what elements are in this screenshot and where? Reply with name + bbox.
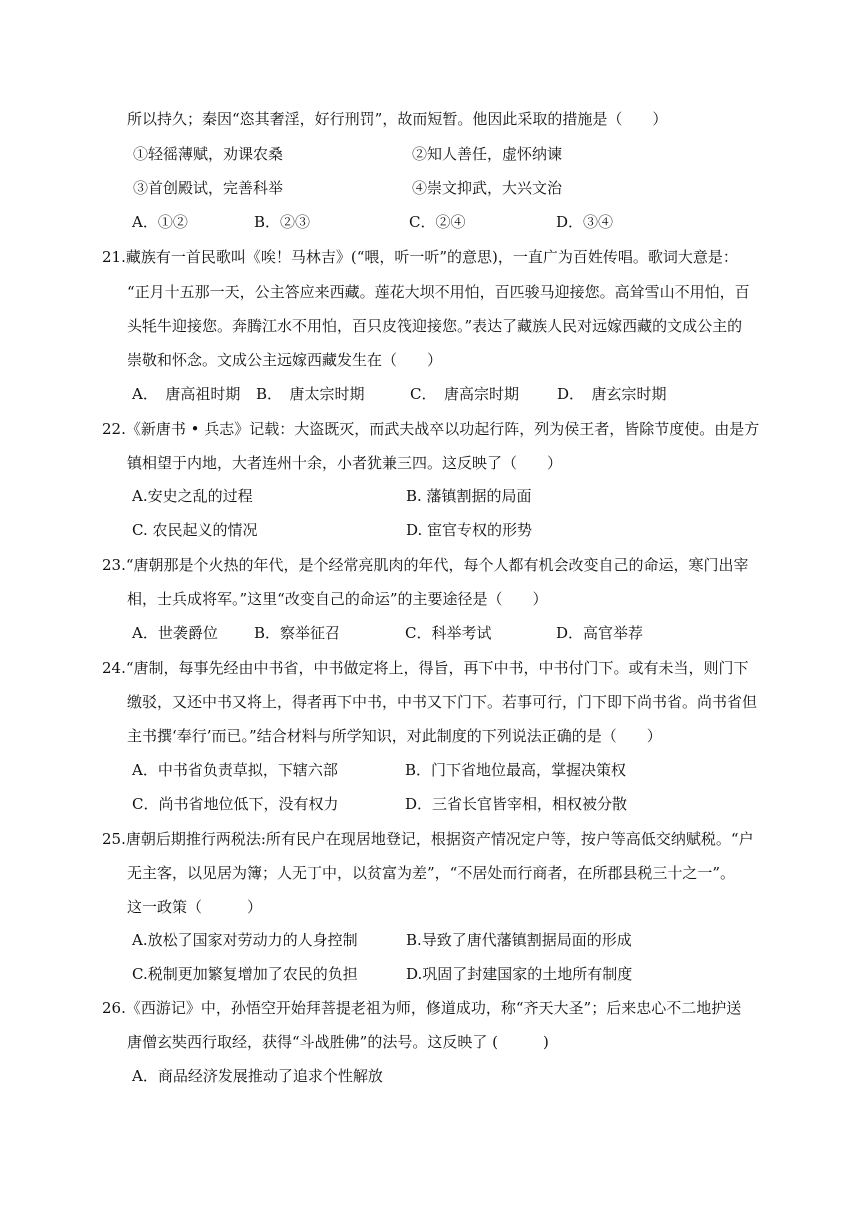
q25-option-a: A.放松了国家对劳动力的人身控制 <box>132 931 358 949</box>
q24-option-c: C．尚书省地位低下，没有权力 <box>132 795 339 813</box>
q20-statement-1: ①轻徭薄赋，劝课农桑 <box>133 145 284 163</box>
q20-option-c: C．②④ <box>409 213 466 231</box>
q21-text-1: 21.藏族有一首民歌叫《唉！马林吉》(“喂，听一听”的意思)，一直广为百姓传唱。歌词大意是： <box>102 248 738 266</box>
q21-option-d: D． 唐玄宗时期 <box>557 385 667 403</box>
q25-option-d: D.巩固了封建国家的土地所有制度 <box>406 965 633 983</box>
q25-option-b: B.导致了唐代藩镇割据局面的形成 <box>406 931 632 949</box>
q22-option-b: B. 藩镇割据的局面 <box>406 487 532 505</box>
q20-option-d: D．③④ <box>556 213 614 231</box>
q22-option-a: A.安史之乱的过程 <box>132 487 253 505</box>
q24-text-3: 主书撰‘奉行’而已。”结合材料与所学知识，对此制度的下列说法正确的是（ ） <box>127 727 662 745</box>
q23-text-1: 23.“唐朝那是个火热的年代，是个经常亮肌肉的年代，每个人都有机会改变自己的命运，寒门出宰 <box>102 556 749 574</box>
q21-option-a: A． 唐高祖时期 <box>132 385 241 403</box>
q21-text-3: 头牦牛迎接您。奔腾江水不用怕，百只皮筏迎接您。”表达了藏族人民对远嫁西藏的文成公主的 <box>127 317 743 335</box>
q21-text-4: 崇敬和怀念。文成公主远嫁西藏发生在（ ） <box>127 351 443 369</box>
q26-text-2: 唐僧玄奘西行取经，获得“斗战胜佛”的法号。这反映了 ( ) <box>127 1033 549 1051</box>
q24-option-a: A．中书省负责草拟，下辖六部 <box>132 761 338 779</box>
q22-option-d: D. 宦官专权的形势 <box>406 521 533 539</box>
q21-option-c: C． 唐高宗时期 <box>410 385 519 403</box>
q26-text-1: 26.《西游记》中，孙悟空开始拜菩提老祖为师，修道成功，称“齐天大圣”；后来忠心不二地护送 <box>102 999 742 1017</box>
q24-text-2: 缴驳，又还中书又将上，得者再下中书，中书又下门下。若事可行，门下即下尚书省。尚书省但 <box>127 693 758 711</box>
q20-statement-4: ④崇文抑武，大兴文治 <box>412 179 563 197</box>
q24-option-d: D．三省长官皆宰相，相权被分散 <box>405 795 628 813</box>
q21-option-b: B． 唐太宗时期 <box>256 385 365 403</box>
q25-text-3: 这一政策（ ） <box>127 898 263 916</box>
q23-option-a: A．世袭爵位 <box>132 624 218 642</box>
q26-option-a: A．商品经济发展推动了追求个性解放 <box>132 1067 383 1085</box>
q23-option-d: D．高官举荐 <box>556 624 644 642</box>
q22-option-c: C. 农民起义的情况 <box>132 521 258 539</box>
q23-option-c: C．科举考试 <box>405 624 492 642</box>
q25-text-2: 无主客，以见居为簿；人无丁中，以贫富为差”，“不居处而行商者，在所郡县税三十之一”。 <box>127 864 736 882</box>
q22-text-2: 镇相望于内地，大者连州十余，小者犹兼三四。这反映了（ ） <box>127 454 563 472</box>
q24-text-1: 24.“唐制，每事先经由中书省，中书做定将上，得旨，再下中书，中书付门下。或有未当，则门下 <box>102 659 749 677</box>
q24-option-b: B．门下省地位最高，掌握决策权 <box>405 761 627 779</box>
q20-statement-3: ③首创殿试，完善科举 <box>133 179 284 197</box>
q20-option-a: A．①② <box>132 213 188 231</box>
q21-text-2: “正月十五那一天，公主答应来西藏。莲花大坝不用怕，百匹骏马迎接您。高耸雪山不用怕，百 <box>127 283 750 301</box>
q22-text-1: 22.《新唐书 • 兵志》记载：大盗既灭，而武夫战卒以功起行阵，列为侯王者，皆除节度使。由是方 <box>102 420 760 438</box>
q20-option-b: B．②③ <box>254 213 311 231</box>
q25-text-1: 25.唐朝后期推行两税法:所有民户在现居地登记，根据资产情况定户等，按户等高低交纳赋税。“户 <box>102 830 754 848</box>
q23-option-b: B．察举征召 <box>254 624 341 642</box>
q20-stem-text: 所以持久；秦因“恣其奢淫，好行刑罚”，故而短暂。他因此采取的措施是（ ） <box>127 110 668 128</box>
q25-option-c: C.税制更加繁复增加了农民的负担 <box>132 965 358 983</box>
q23-text-2: 相，士兵成将军。”这里“改变自己的命运”的主要途径是（ ） <box>127 590 548 608</box>
q20-statement-2: ②知人善任，虚怀纳谏 <box>412 145 563 163</box>
